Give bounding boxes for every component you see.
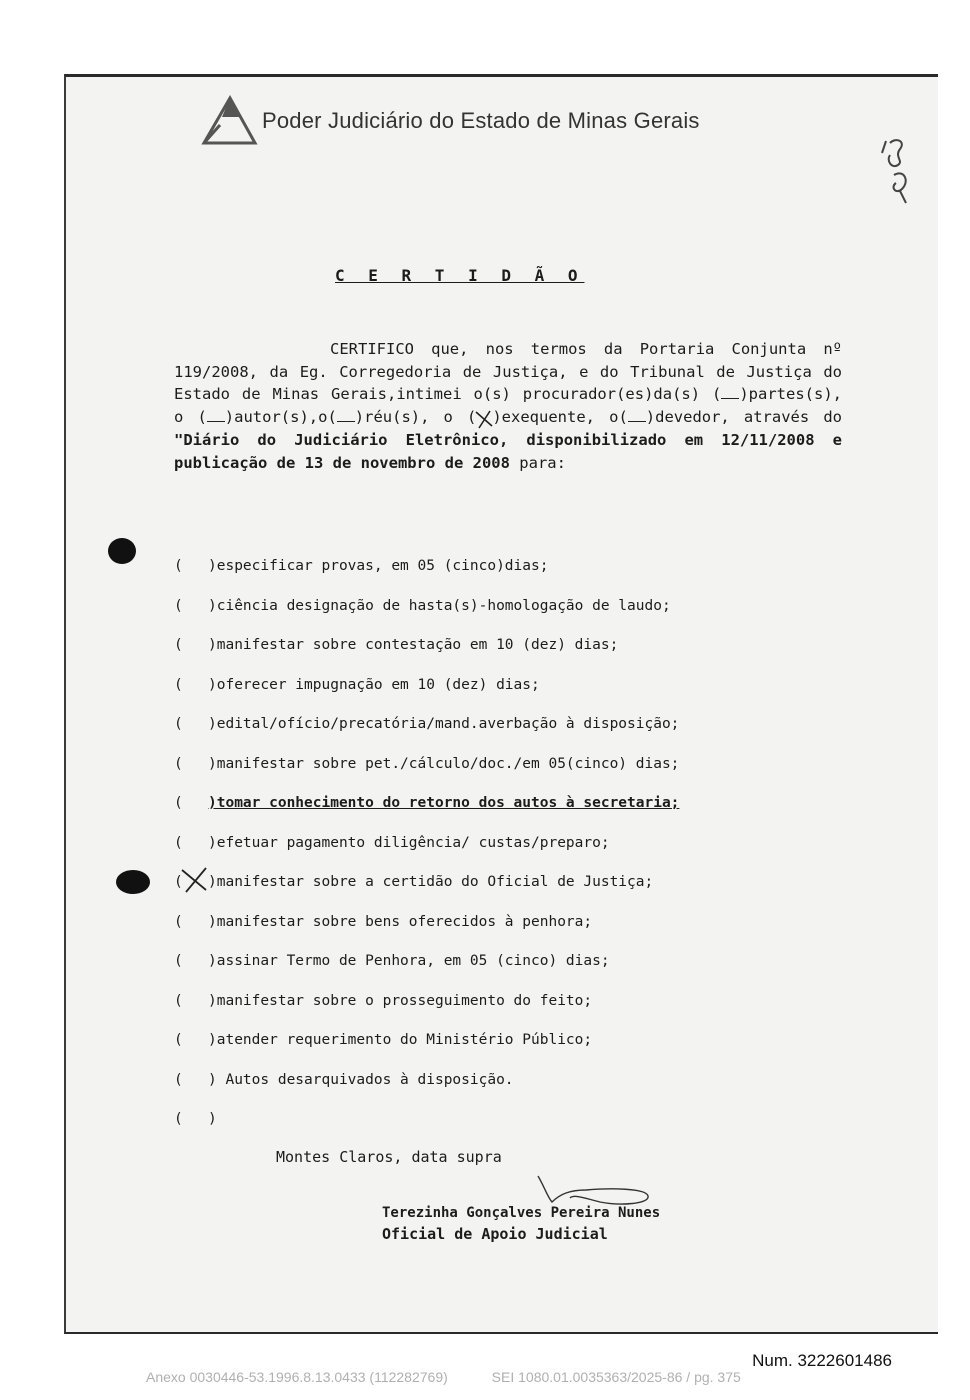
annex-reference: Anexo 0030446-53.1996.8.13.0433 (112282769)	[146, 1369, 448, 1385]
check-mark-icon	[176, 866, 210, 894]
checklist-item: ( )	[174, 1111, 217, 1127]
checklist-item: ( )manifestar sobre bens oferecidos à penhora;	[174, 913, 593, 930]
signer-role: Oficial de Apoio Judicial	[382, 1225, 608, 1243]
signer-name: Terezinha Gonçalves Pereira Nunes	[382, 1205, 661, 1221]
punch-hole-mark	[116, 870, 150, 894]
document-title: C E R T I D Ã O	[335, 266, 585, 285]
para-end: para:	[519, 453, 566, 472]
checklist-item: ( ) Autos desarquivados à disposição.	[174, 1071, 514, 1088]
checklist-item: ( )atender requerimento do Ministério Público;	[174, 1032, 593, 1048]
court-logo-icon	[200, 95, 258, 147]
publication-reference: "Diário do Judiciário Eletrônico, disponibilizado em 12/11/2008 e publicação de 13 de novembro de 2008	[174, 430, 842, 472]
checklist-item: ( )manifestar sobre o prosseguimento do feito;	[174, 992, 593, 1009]
handwritten-page-number	[872, 135, 920, 207]
checklist-item: ( )oferecer impugnação em 10 (dez) dias;	[174, 676, 540, 693]
checklist-item: ( )manifestar sobre contestação em 10 (dez) dias;	[174, 637, 619, 653]
para-text-5: )exequente, o(	[492, 408, 628, 427]
para-text-4: )réu(s), o (	[354, 408, 477, 427]
para-text-3: )autor(s),o(	[224, 408, 337, 427]
checklist-item-checked: ( )manifestar sobre a certidão do Oficial de Justiça;	[174, 872, 814, 912]
action-checklist	[174, 556, 814, 1149]
para-text-6: )devedor, através do	[645, 408, 842, 427]
checklist-item: ( )assinar Termo de Penhora, em 05 (cinco) dias;	[174, 953, 610, 969]
footer-watermark	[146, 1369, 781, 1385]
checklist-item: ( )especificar provas, em 05 (cinco)dias;	[174, 558, 549, 574]
checklist-item: ( )tomar conhecimento do retorno dos autos à secretaria;	[174, 795, 680, 811]
certification-paragraph: CERTIFICO que, nos termos da Portaria Conjunta nº 119/2008, da Eg. Corregedoria de Justiça, e do Tribunal de Justiça do Estado de Minas Gerais,intimei o(s) procurador(es)da(s) ( )partes(s), o ( )autor(s),o( )réu(s), o ( )exequente, o( )devedor, através do "Diário do Judiciário Eletrônico, disponibilizado em 12/11/2008 e publicação de 13 de novembro de 2008 para:	[174, 340, 842, 472]
checklist-item: ( )ciência designação de hasta(s)-homologação de laudo;	[174, 597, 671, 614]
check-mark-icon	[473, 408, 495, 430]
punch-hole-mark	[108, 538, 136, 564]
organization-header: Poder Judiciário do Estado de Minas Gerais	[262, 108, 700, 133]
checklist-item: ( )edital/ofício/precatória/mand.averbação à disposição;	[174, 716, 680, 732]
checklist-item: ( )manifestar sobre pet./cálculo/doc./em 05(cinco) dias;	[174, 755, 680, 772]
checklist-item: ( )efetuar pagamento diligência/ custas/preparo;	[174, 834, 610, 851]
para-text-2: partes(s), o (	[174, 385, 842, 427]
document-number: Num. 3222601486	[752, 1351, 892, 1370]
para-text-1: CERTIFICO que, nos termos da Portaria Conjunta nº 119/2008, da Eg. Corregedoria de Justiça, e do Tribunal de Justiça do Estado de Minas Gerais,intimei o(s) procurador(es)da(s)	[174, 340, 842, 404]
place-and-date: Montes Claros, data supra	[276, 1148, 502, 1166]
sei-reference: SEI 1080.01.0035363/2025-86 / pg. 375	[491, 1369, 741, 1385]
